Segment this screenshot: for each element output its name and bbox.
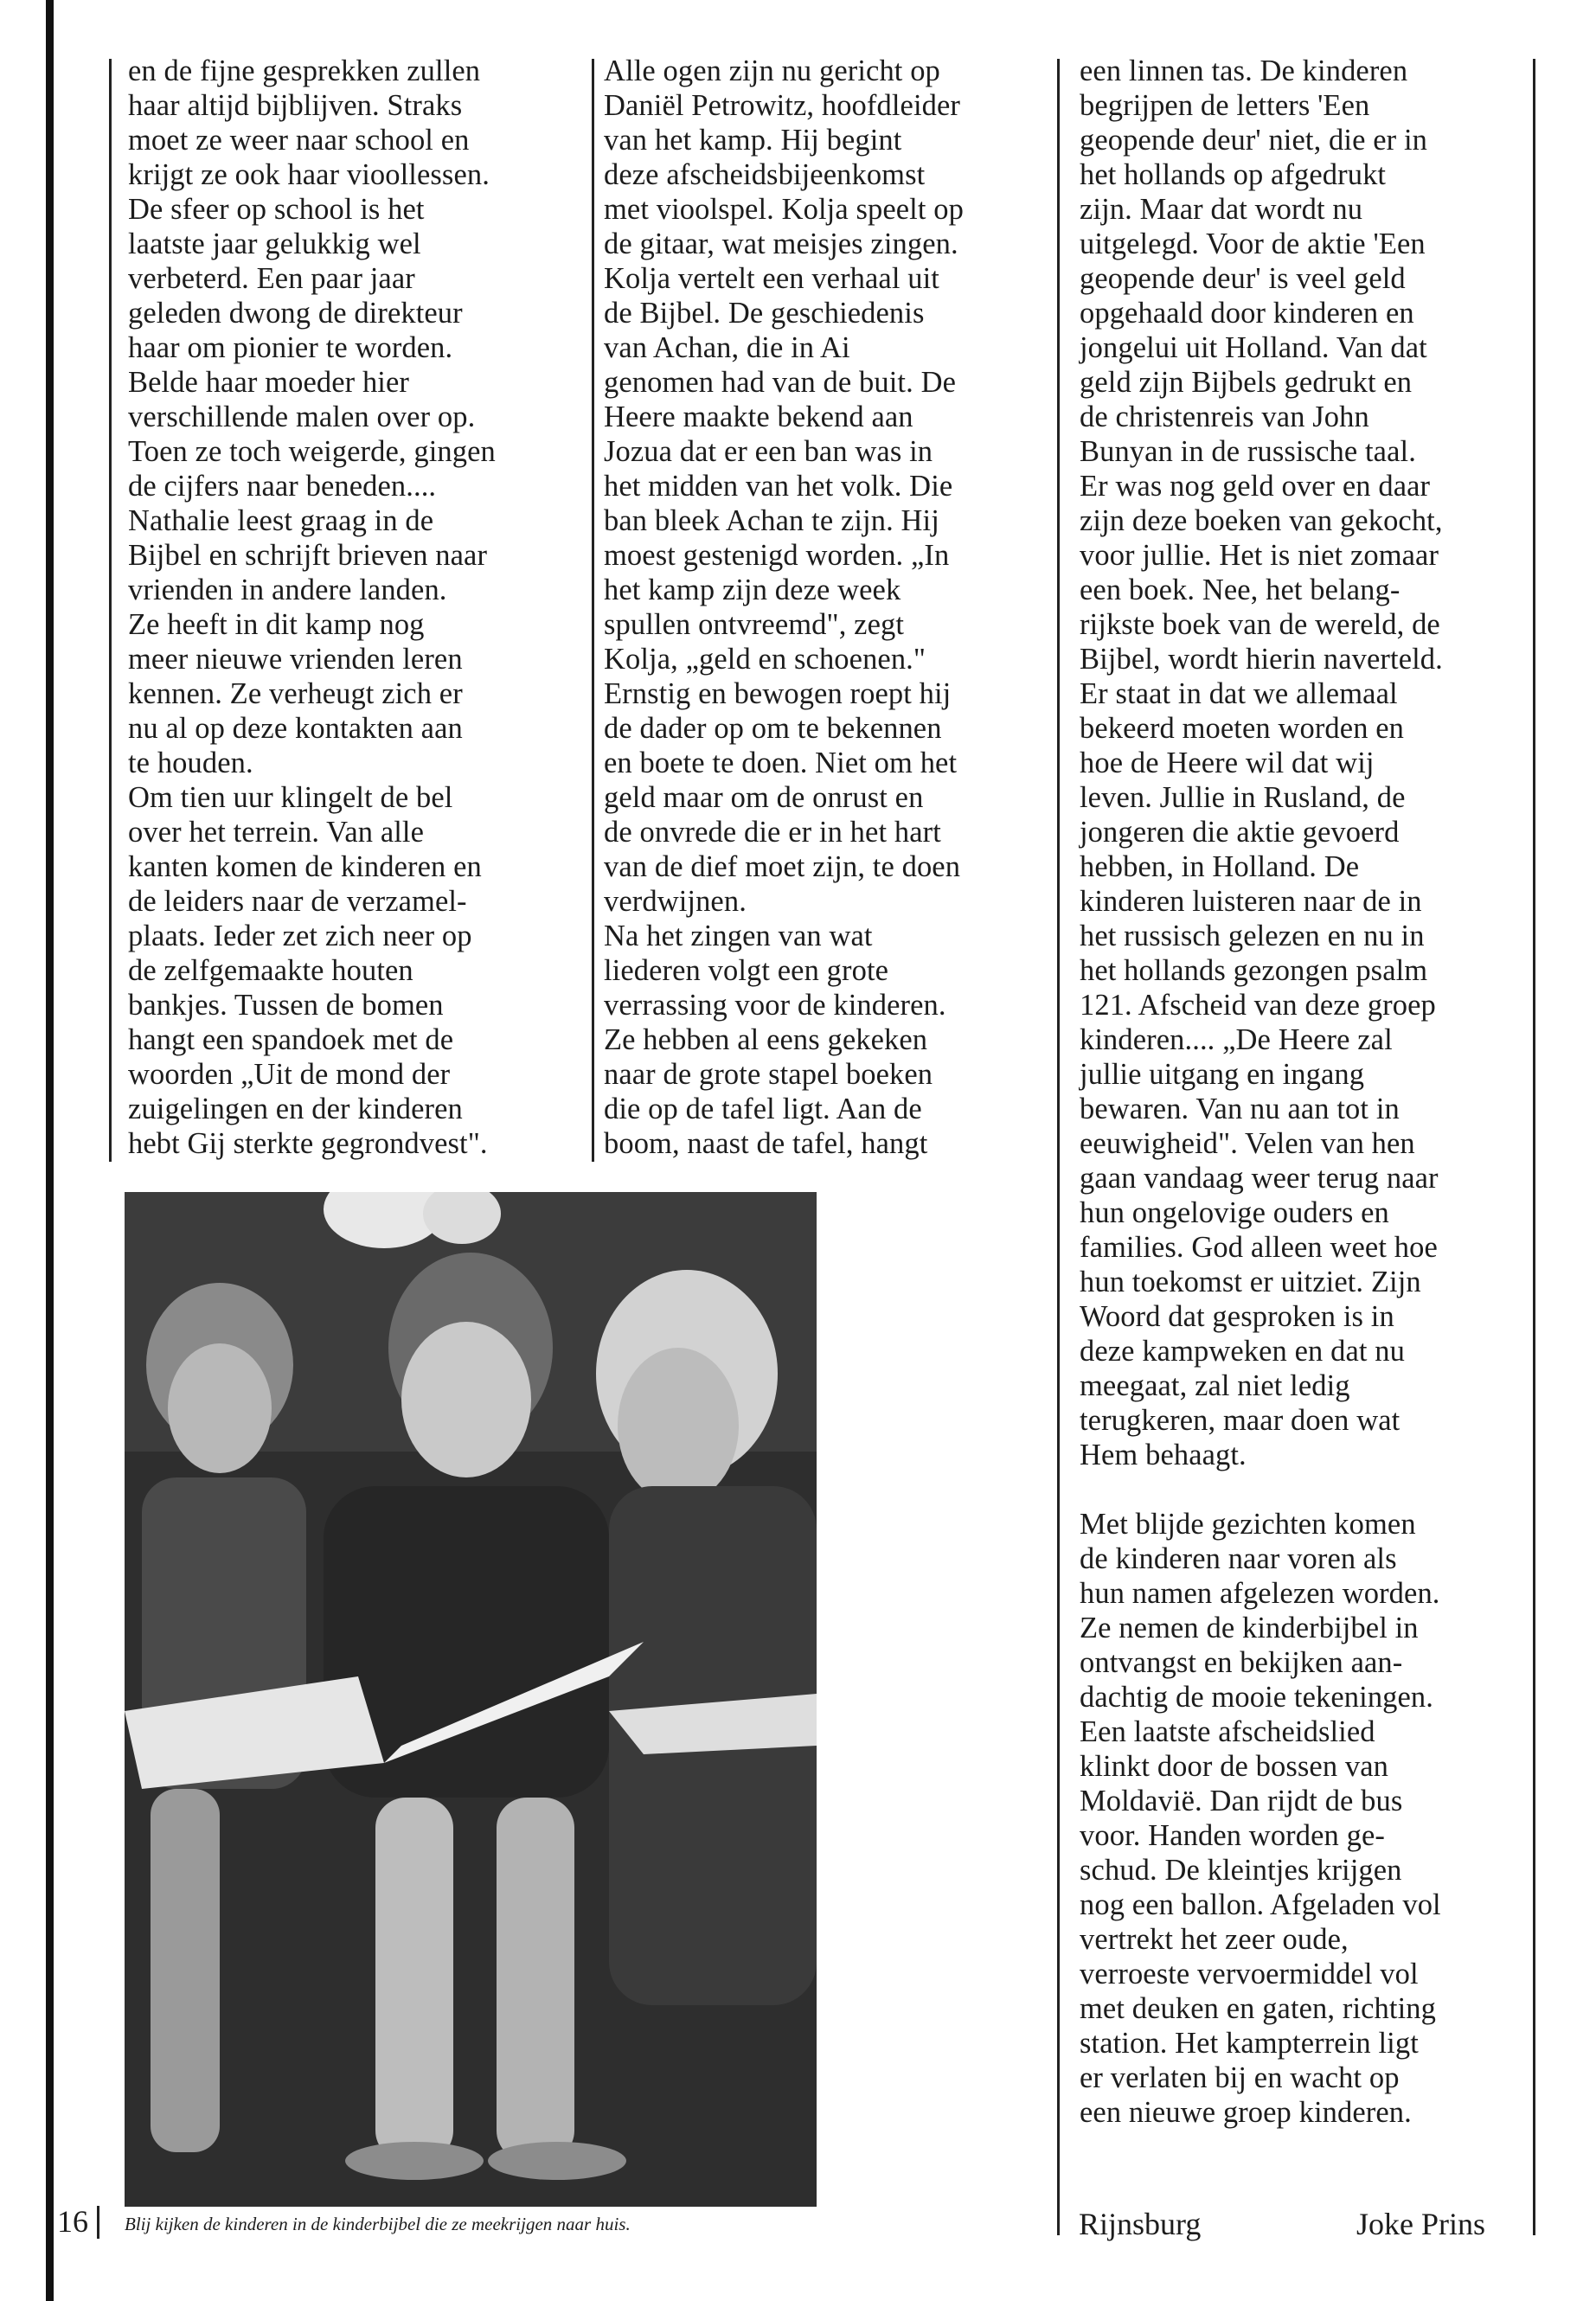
text-line: krijgt ze ook haar vioollessen. — [128, 158, 490, 191]
text-line: haar om pionier te worden. — [128, 331, 453, 364]
text-line: het hollands gezongen psalm — [1080, 954, 1428, 987]
text-line: hun namen afgelezen worden. — [1080, 1577, 1440, 1610]
text-line: een nieuwe groep kinderen. — [1080, 2096, 1412, 2129]
text-line: meer nieuwe vrienden leren — [128, 643, 463, 676]
text-line: voor. Handen worden ge- — [1080, 1819, 1385, 1852]
text-line: Ze nemen de kinderbijbel in — [1080, 1612, 1419, 1644]
text-line: Ze hebben al eens gekeken — [604, 1023, 928, 1056]
text-line: Nathalie leest graag in de — [128, 504, 434, 537]
article-column-1 — [128, 54, 578, 1161]
text-line: kinderen.... „De Heere zal — [1080, 1023, 1393, 1056]
text-line: Met blijde gezichten komen — [1080, 1508, 1416, 1541]
text-line: terugkeren, maar doen wat — [1080, 1404, 1401, 1437]
page-number: 16 — [57, 2204, 88, 2239]
text-line: hebt Gij sterkte gegrondvest". — [128, 1127, 488, 1160]
text-line: laatste jaar gelukkig wel — [128, 228, 421, 260]
text-line: zijn deze boeken van gekocht, — [1080, 504, 1443, 537]
text-line: verschillende malen over op. — [128, 401, 476, 433]
text-line: begrijpen de letters 'Een — [1080, 89, 1370, 122]
text-line: verdwijnen. — [604, 885, 747, 918]
text-line: hun ongelovige ouders en — [1080, 1196, 1389, 1229]
text-line: ban bleek Achan te zijn. Hij — [604, 504, 939, 537]
article-column-3 — [1080, 54, 1529, 2130]
text-line: vertrekt het zeer oude, — [1080, 1923, 1349, 1956]
column-rule-4 — [1533, 59, 1535, 2235]
text-line: de kinderen naar voren als — [1080, 1542, 1397, 1575]
text-line: te houden. — [128, 747, 253, 779]
text-line: geld zijn Bijbels gedrukt en — [1080, 366, 1413, 399]
text-line: vrienden in andere landen. — [128, 574, 447, 606]
text-line: klinkt door de bossen van — [1080, 1750, 1389, 1783]
text-line: Er staat in dat we allemaal — [1080, 677, 1398, 710]
text-line: de leiders naar de verzamel- — [128, 885, 467, 918]
text-line: geleden dwong de direkteur — [128, 297, 463, 330]
text-line: het hollands op afgedrukt — [1080, 158, 1387, 191]
text-line: jongeren die aktie gevoerd — [1080, 816, 1400, 849]
paragraph-gap — [1080, 1472, 1529, 1507]
text-line: Een laatste afscheidslied — [1080, 1715, 1375, 1748]
text-line: de dader op om te bekennen — [604, 712, 942, 745]
text-line: De sfeer op school is het — [128, 193, 425, 226]
text-line: er verlaten bij en wacht op — [1080, 2061, 1400, 2094]
text-line: die op de tafel ligt. Aan de — [604, 1093, 922, 1125]
text-line: plaats. Ieder zet zich neer op — [128, 920, 472, 952]
text-line: woorden „Uit de mond der — [128, 1058, 451, 1091]
text-line: rijkste boek van de wereld, de — [1080, 608, 1440, 641]
text-line: de Bijbel. De geschiedenis — [604, 297, 925, 330]
column-rule-1 — [109, 59, 112, 1162]
text-line: Bijbel en schrijft brieven naar — [128, 539, 488, 572]
text-line: met deuken en gaten, richting — [1080, 1992, 1436, 2025]
text-line: hangt een spandoek met de — [128, 1023, 454, 1056]
text-line: en de fijne gesprekken zullen — [128, 54, 481, 87]
text-line: deze afscheidsbijeenkomst — [604, 158, 926, 191]
text-line: Kolja vertelt een verhaal uit — [604, 262, 939, 295]
text-line: de zelfgemaakte houten — [128, 954, 413, 987]
text-line: hebben, in Holland. De — [1080, 850, 1360, 883]
text-line: moest gestenigd worden. „In — [604, 539, 950, 572]
photo-caption: Blij kijken de kinderen in de kinderbijbel die ze meekrijgen naar huis. — [125, 2214, 631, 2234]
text-line: nog een ballon. Afgeladen vol — [1080, 1888, 1441, 1921]
text-line: Hem behaagt. — [1080, 1439, 1247, 1471]
text-line: en boete te doen. Niet om het — [604, 747, 958, 779]
text-line: opgehaald door kinderen en — [1080, 297, 1414, 330]
text-line: kinderen luisteren naar de in — [1080, 885, 1422, 918]
text-line: bankjes. Tussen de bomen — [128, 989, 444, 1022]
text-line: jullie uitgang en ingang — [1080, 1058, 1365, 1091]
text-line: zijn. Maar dat wordt nu — [1080, 193, 1363, 226]
text-line: Jozua dat er een ban was in — [604, 435, 933, 468]
page-number-rule — [97, 2206, 99, 2239]
text-line: een boek. Nee, het belang- — [1080, 574, 1401, 606]
text-line: het midden van het volk. Die — [604, 470, 953, 503]
text-line: geopende deur' niet, die er in — [1080, 124, 1427, 157]
text-line: deze kampweken en dat nu — [1080, 1335, 1405, 1368]
text-line: jongelui uit Holland. Van dat — [1080, 331, 1427, 364]
text-line: Ernstig en bewogen roept hij — [604, 677, 952, 710]
text-line: Alle ogen zijn nu gericht op — [604, 54, 940, 87]
article-author: Joke Prins — [1356, 2207, 1486, 2241]
text-line: geld maar om de onrust en — [604, 781, 924, 814]
text-line: genomen had van de buit. De — [604, 366, 956, 399]
text-line: spullen ontvreemd", zegt — [604, 608, 905, 641]
text-line: dachtig de mooie tekeningen. — [1080, 1681, 1434, 1714]
text-line: de onvrede die er in het hart — [604, 816, 941, 849]
column-rule-3 — [1057, 59, 1060, 2235]
text-line: het russisch gelezen en nu in — [1080, 920, 1425, 952]
text-line: Woord dat gesproken is in — [1080, 1300, 1394, 1333]
text-line: meegaat, zal niet ledig — [1080, 1369, 1350, 1402]
children-reading-photo — [125, 1192, 817, 2207]
text-line: voor jullie. Het is niet zomaar — [1080, 539, 1439, 572]
text-line: kanten komen de kinderen en — [128, 850, 482, 883]
text-line: bekeerd moeten worden en — [1080, 712, 1405, 745]
text-line: met vioolspel. Kolja speelt op — [604, 193, 964, 226]
text-line: Ze heeft in dit kamp nog — [128, 608, 425, 641]
text-line: Daniël Petrowitz, hoofdleider — [604, 89, 960, 122]
article-place: Rijnsburg — [1079, 2207, 1202, 2241]
text-line: liederen volgt een grote — [604, 954, 889, 987]
text-line: kennen. Ze verheugt zich er — [128, 677, 463, 710]
text-line: ontvangst en bekijken aan- — [1080, 1646, 1403, 1679]
text-line: over het terrein. Van alle — [128, 816, 425, 849]
text-line: Na het zingen van wat — [604, 920, 873, 952]
page-binding-edge — [46, 0, 54, 2301]
text-line: verroeste vervoermiddel vol — [1080, 1958, 1419, 1990]
text-line: zuigelingen en der kinderen — [128, 1093, 463, 1125]
text-line: van de dief moet zijn, te doen — [604, 850, 961, 883]
text-line: verbeterd. Een paar jaar — [128, 262, 415, 295]
text-line: nu al op deze kontakten aan — [128, 712, 463, 745]
text-line: schud. De kleintjes krijgen — [1080, 1854, 1402, 1887]
text-line: Heere maakte bekend aan — [604, 401, 913, 433]
text-line: Bijbel, wordt hierin naverteld. — [1080, 643, 1443, 676]
text-line: van Achan, die in Ai — [604, 331, 850, 364]
text-line: bewaren. Van nu aan tot in — [1080, 1093, 1400, 1125]
text-line: Toen ze toch weigerde, gingen — [128, 435, 496, 468]
column-rule-2 — [592, 59, 594, 1162]
text-line: gaan vandaag weer terug naar — [1080, 1162, 1439, 1195]
text-line: moet ze weer naar school en — [128, 124, 470, 157]
text-line: Er was nog geld over en daar — [1080, 470, 1431, 503]
text-line: leven. Jullie in Rusland, de — [1080, 781, 1406, 814]
text-line: de gitaar, wat meisjes zingen. — [604, 228, 958, 260]
text-line: van het kamp. Hij begint — [604, 124, 902, 157]
text-line: het kamp zijn deze week — [604, 574, 901, 606]
text-line: Kolja, „geld en schoenen." — [604, 643, 926, 676]
text-line: families. God alleen weet hoe — [1080, 1231, 1438, 1264]
text-line: hoe de Heere wil dat wij — [1080, 747, 1375, 779]
text-line: 121. Afscheid van deze groep — [1080, 989, 1436, 1022]
text-line: hun toekomst er uitziet. Zijn — [1080, 1266, 1421, 1298]
article-column-2 — [604, 54, 1045, 1161]
text-line: een linnen tas. De kinderen — [1080, 54, 1408, 87]
text-line: Belde haar moeder hier — [128, 366, 409, 399]
text-line: uitgelegd. Voor de aktie 'Een — [1080, 228, 1426, 260]
text-line: geopende deur' is veel geld — [1080, 262, 1406, 295]
text-line: verrassing voor de kinderen. — [604, 989, 946, 1022]
text-line: de cijfers naar beneden.... — [128, 470, 437, 503]
text-line: haar altijd bijblijven. Straks — [128, 89, 463, 122]
text-line: naar de grote stapel boeken — [604, 1058, 933, 1091]
text-line: Moldavië. Dan rijdt de bus — [1080, 1785, 1403, 1817]
text-line: de christenreis van John — [1080, 401, 1369, 433]
text-line: Om tien uur klingelt de bel — [128, 781, 453, 814]
text-line: station. Het kampterrein ligt — [1080, 2027, 1419, 2060]
text-line: boom, naast de tafel, hangt — [604, 1127, 928, 1160]
text-line: eeuwigheid". Velen van hen — [1080, 1127, 1415, 1160]
text-line: Bunyan in de russische taal. — [1080, 435, 1416, 468]
